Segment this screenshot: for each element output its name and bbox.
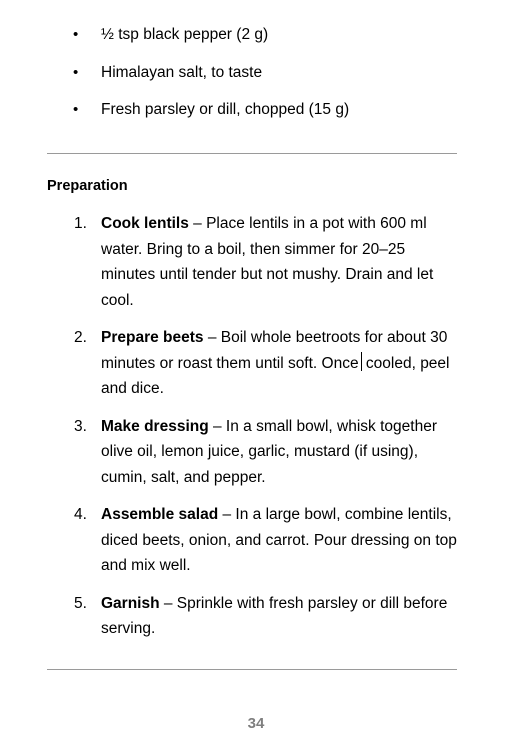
step-title: Cook lentils (101, 215, 189, 232)
step-body[interactable] (101, 211, 459, 313)
step-item (0, 414, 512, 491)
ingredients-list (0, 24, 512, 137)
list-item (0, 62, 512, 100)
step-item (0, 502, 512, 579)
ingredient-text[interactable]: Fresh parsley or dill, chopped (15 g) (101, 101, 350, 118)
step-title: Garnish (101, 594, 160, 612)
ingredient-text[interactable]: ½ tsp black pepper (2 g) (101, 26, 269, 43)
step-body[interactable] (101, 325, 459, 402)
section-divider (47, 153, 457, 154)
step-item (0, 325, 512, 402)
step-text: – Place lentils in a pot with 600 ml water. Bring to a boil, then simmer for 20–25 minutes until tender but not mushy. Drain and let cool. (101, 215, 434, 309)
list-item (0, 99, 512, 137)
step-body[interactable] (101, 414, 459, 491)
list-item (0, 24, 512, 62)
bullet-icon: • (73, 101, 79, 118)
step-text-continued: cooled, peel and dice. (101, 354, 450, 397)
step-title: Assemble salad (101, 506, 219, 523)
step-number: 2. (74, 329, 87, 346)
step-text: – In a small bowl, whisk together olive oil, lemon juice, garlic, mustard (if using), cumin, salt, and pepper. (101, 417, 437, 486)
step-number: 3. (74, 417, 87, 435)
footer-divider (47, 669, 457, 670)
step-title: Prepare beets (101, 329, 204, 346)
step-text: – Sprinkle with fresh parsley or dill before serving. (101, 594, 448, 637)
preparation-heading[interactable]: Preparation (47, 178, 128, 194)
preparation-steps-list (0, 211, 512, 654)
step-text: – In a large bowl, combine lentils, diced beets, onion, and carrot. Pour dressing on top and mix well. (101, 506, 457, 574)
step-text: – Boil whole beetroots for about 30 minutes or roast them until soft. Once (101, 329, 448, 372)
ingredient-text[interactable]: Himalayan salt, to taste (101, 63, 263, 81)
step-item (0, 211, 512, 313)
step-number: 5. (74, 594, 87, 612)
bullet-icon: • (73, 63, 79, 81)
step-body[interactable] (101, 591, 459, 642)
step-title: Make dressing (101, 417, 209, 435)
step-number: 1. (74, 215, 87, 232)
step-item (0, 591, 512, 642)
step-body[interactable] (101, 502, 459, 579)
page-number: 34 (247, 715, 265, 732)
bullet-icon: • (73, 26, 79, 43)
step-number: 4. (74, 506, 87, 523)
